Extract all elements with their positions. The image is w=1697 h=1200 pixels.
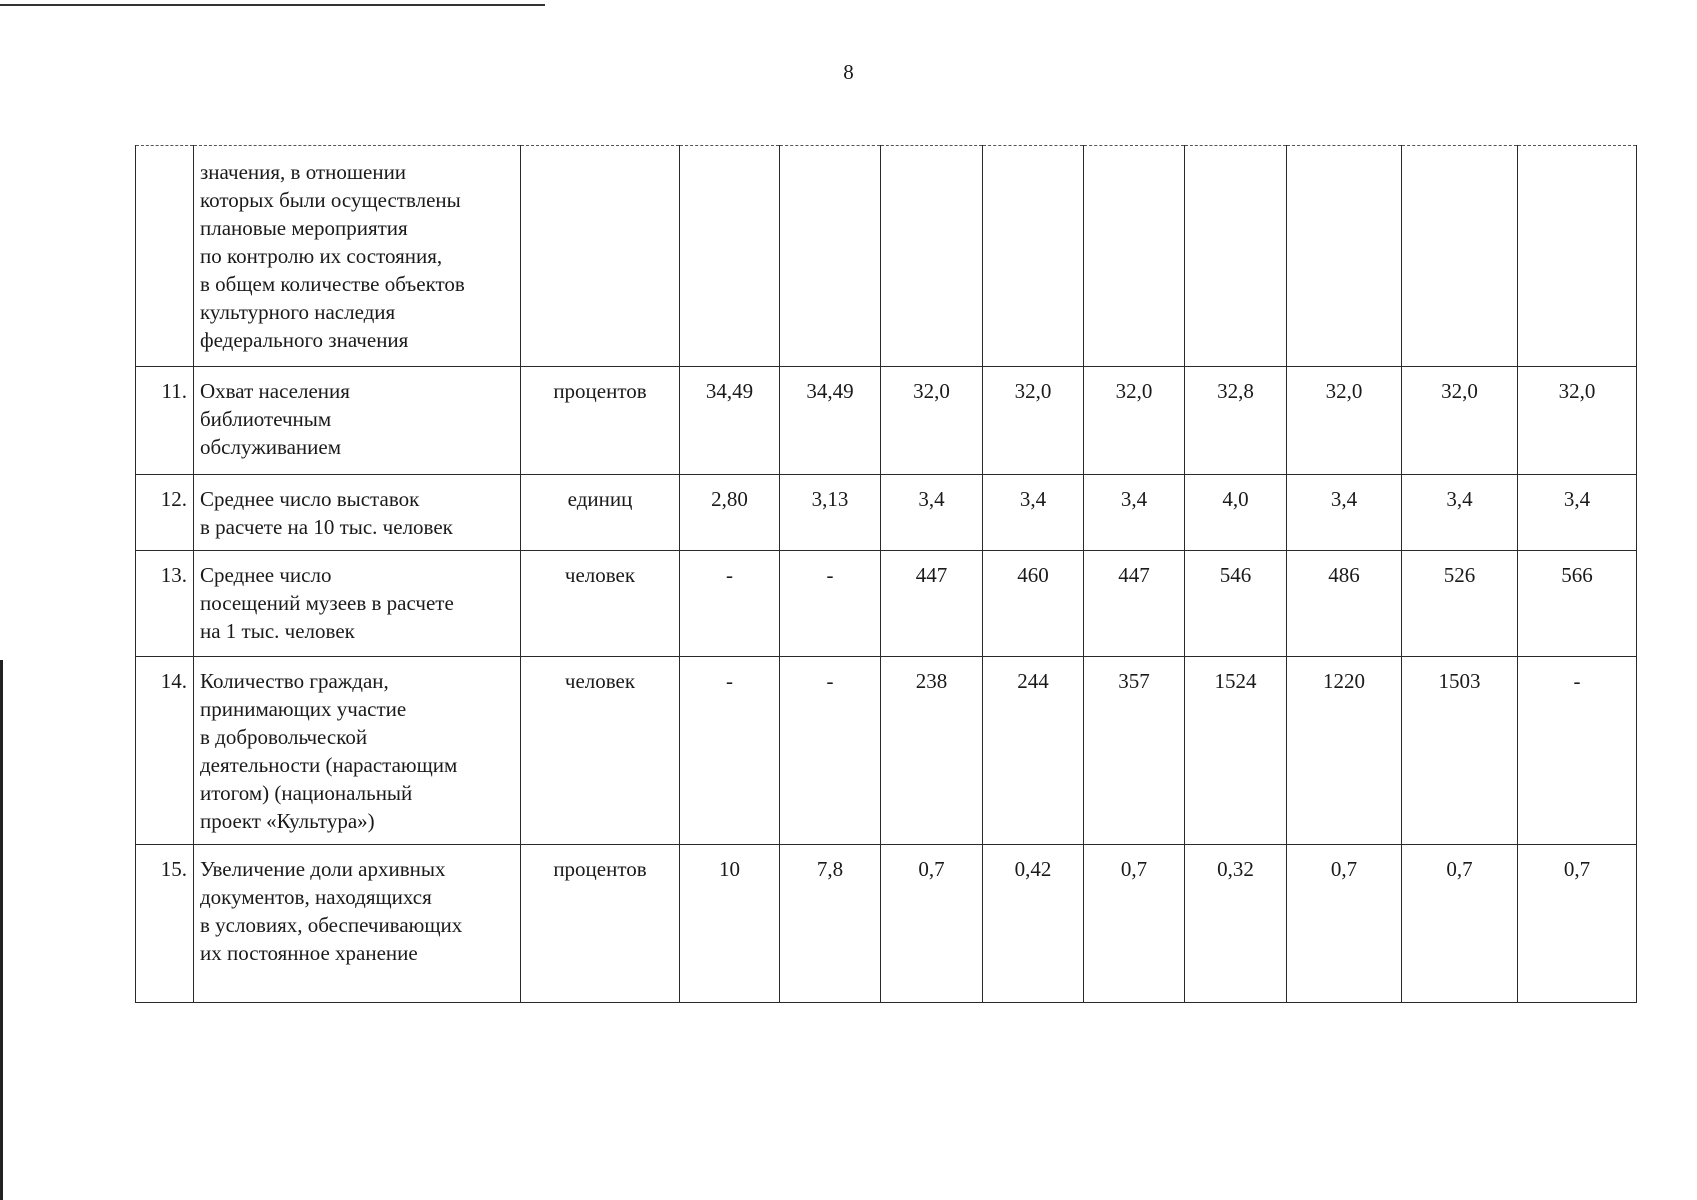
row-number: 15. bbox=[136, 845, 194, 1003]
top-edge-rule bbox=[0, 4, 545, 6]
value-cell: 2,80 bbox=[680, 475, 780, 551]
indicator-name-line: в добровольческой bbox=[200, 725, 368, 749]
indicator-name-line: в общем количестве объектов bbox=[200, 272, 465, 296]
row-number: 14. bbox=[136, 657, 194, 845]
indicator-name bbox=[194, 657, 521, 845]
unit-cell bbox=[521, 146, 680, 367]
value-cell: 460 bbox=[983, 551, 1084, 657]
value-cell: 357 bbox=[1084, 657, 1185, 845]
indicator-name-line: обслуживанием bbox=[200, 435, 342, 459]
left-edge-rule bbox=[0, 660, 3, 1200]
indicator-name bbox=[194, 551, 521, 657]
value-cell: 32,0 bbox=[983, 367, 1084, 475]
indicator-name-line: в условиях, обеспечивающих bbox=[200, 913, 463, 937]
value-cell: 10 bbox=[680, 845, 780, 1003]
value-cell: 7,8 bbox=[780, 845, 881, 1003]
indicator-name-line: Среднее число bbox=[200, 563, 332, 587]
row-number: 13. bbox=[136, 551, 194, 657]
value-cell bbox=[1287, 146, 1402, 367]
value-cell: 3,4 bbox=[1084, 475, 1185, 551]
value-cell: 546 bbox=[1185, 551, 1287, 657]
row-number bbox=[136, 146, 194, 367]
table-row bbox=[136, 367, 1637, 475]
indicator-name-line: Охват населения bbox=[200, 379, 350, 403]
table-body bbox=[136, 146, 1637, 1003]
indicator-name-line: Увеличение доли архивных bbox=[200, 857, 446, 881]
unit-cell: человек bbox=[521, 551, 680, 657]
indicator-name-line: в расчете на 10 тыс. человек bbox=[200, 515, 453, 539]
indicator-name-line: которых были осуществлены bbox=[200, 188, 461, 212]
value-cell bbox=[881, 146, 983, 367]
value-cell: - bbox=[680, 551, 780, 657]
value-cell: 34,49 bbox=[680, 367, 780, 475]
value-cell: 3,4 bbox=[881, 475, 983, 551]
value-cell: 566 bbox=[1518, 551, 1637, 657]
value-cell bbox=[1402, 146, 1518, 367]
value-cell: 447 bbox=[1084, 551, 1185, 657]
value-cell: 1524 bbox=[1185, 657, 1287, 845]
value-cell: 3,13 bbox=[780, 475, 881, 551]
indicator-name-line: принимающих участие bbox=[200, 697, 407, 721]
value-cell: - bbox=[1518, 657, 1637, 845]
indicator-name-line: посещений музеев в расчете bbox=[200, 591, 454, 615]
indicator-name bbox=[194, 845, 521, 1003]
value-cell: 1220 bbox=[1287, 657, 1402, 845]
value-cell: 238 bbox=[881, 657, 983, 845]
value-cell: 3,4 bbox=[1287, 475, 1402, 551]
value-cell: 1503 bbox=[1402, 657, 1518, 845]
value-cell: 3,4 bbox=[1518, 475, 1637, 551]
value-cell: 32,0 bbox=[1287, 367, 1402, 475]
table-row bbox=[136, 551, 1637, 657]
value-cell: 32,0 bbox=[1084, 367, 1185, 475]
value-cell bbox=[983, 146, 1084, 367]
indicator-name-line: деятельности (нарастающим bbox=[200, 753, 458, 777]
value-cell: 4,0 bbox=[1185, 475, 1287, 551]
indicator-name-line: библиотечным bbox=[200, 407, 332, 431]
value-cell: 0,7 bbox=[1402, 845, 1518, 1003]
value-cell: 32,0 bbox=[881, 367, 983, 475]
value-cell: 0,7 bbox=[1518, 845, 1637, 1003]
value-cell bbox=[1185, 146, 1287, 367]
indicator-name bbox=[194, 367, 521, 475]
value-cell: - bbox=[780, 657, 881, 845]
value-cell bbox=[680, 146, 780, 367]
value-cell: 0,7 bbox=[1084, 845, 1185, 1003]
value-cell: 32,8 bbox=[1185, 367, 1287, 475]
table-row bbox=[136, 146, 1637, 367]
value-cell: 0,7 bbox=[881, 845, 983, 1003]
value-cell bbox=[1518, 146, 1637, 367]
indicator-name-line: значения, в отношении bbox=[200, 160, 407, 184]
value-cell: 0,42 bbox=[983, 845, 1084, 1003]
indicators-table bbox=[135, 145, 1637, 1003]
indicator-name-line: Количество граждан, bbox=[200, 669, 389, 693]
value-cell: 3,4 bbox=[983, 475, 1084, 551]
value-cell: 447 bbox=[881, 551, 983, 657]
indicator-name-line: их постоянное хранение bbox=[200, 941, 418, 965]
value-cell: 34,49 bbox=[780, 367, 881, 475]
indicator-name-line: на 1 тыс. человек bbox=[200, 619, 355, 643]
indicator-name-line: итогом) (национальный bbox=[200, 781, 413, 805]
indicator-name-line: плановые мероприятия bbox=[200, 216, 408, 240]
unit-cell: человек bbox=[521, 657, 680, 845]
value-cell: 32,0 bbox=[1402, 367, 1518, 475]
row-number: 11. bbox=[136, 367, 194, 475]
indicator-name bbox=[194, 475, 521, 551]
value-cell: - bbox=[780, 551, 881, 657]
value-cell bbox=[780, 146, 881, 367]
indicator-name-line: Среднее число выставок bbox=[200, 487, 420, 511]
indicator-name-line: документов, находящихся bbox=[200, 885, 432, 909]
indicator-name-line: культурного наследия bbox=[200, 300, 396, 324]
unit-cell: процентов bbox=[521, 367, 680, 475]
value-cell: 0,7 bbox=[1287, 845, 1402, 1003]
value-cell: 526 bbox=[1402, 551, 1518, 657]
table-row bbox=[136, 475, 1637, 551]
table-row bbox=[136, 845, 1637, 1003]
unit-cell: единиц bbox=[521, 475, 680, 551]
value-cell bbox=[1084, 146, 1185, 367]
value-cell: 0,32 bbox=[1185, 845, 1287, 1003]
indicator-name-line: проект «Культура») bbox=[200, 809, 375, 833]
table-row bbox=[136, 657, 1637, 845]
value-cell: 244 bbox=[983, 657, 1084, 845]
indicator-name-line: федерального значения bbox=[200, 328, 409, 352]
page-number: 8 bbox=[843, 60, 854, 84]
value-cell: 32,0 bbox=[1518, 367, 1637, 475]
value-cell: 3,4 bbox=[1402, 475, 1518, 551]
indicator-name bbox=[194, 146, 521, 367]
value-cell: 486 bbox=[1287, 551, 1402, 657]
unit-cell: процентов bbox=[521, 845, 680, 1003]
indicator-name-line: по контролю их состояния, bbox=[200, 244, 443, 268]
value-cell: - bbox=[680, 657, 780, 845]
row-number: 12. bbox=[136, 475, 194, 551]
